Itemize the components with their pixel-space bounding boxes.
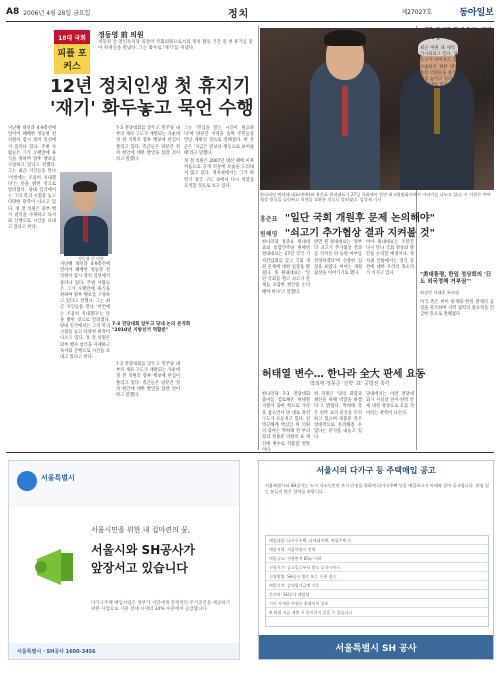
housing-ad-title: 서울시의 다가구 등 주택매입 공고 (259, 461, 493, 479)
housing-ad-footer: 서울특별시 SH 공사 (259, 635, 493, 659)
story1-col2b-text: 7·3 전당대회를 앞두고 민주당 내부의 계파 구도가 재편되는 가운데 정 전 의원의 향후 행보에 관심이 쏠리고 있다. 측근들은 당분간 정치 현안에 대한 발언을 삼갈 것이라고 말했다. (116, 362, 180, 399)
housing-ad-row: 기타 자세한 사항은 홈페이지 참조 (266, 599, 488, 608)
story1-byline: 정동영 前 의원 (98, 31, 144, 39)
sidebar-byline: 워싱턴 이태훈 특파원 (420, 290, 460, 295)
sidebar-text (420, 46, 494, 266)
story2-col3-text: 여야 원내대표는 조만간 다시 만나 국회 정상화 방안을 논의할 예정이다. 정치권 안팎에서는 장기 공전에 대한 우려의 목소리가 커지고 있다. (366, 240, 414, 277)
quote-1-speaker: 홍준표 (260, 216, 278, 223)
story1-headline-1: 12년 정치인생 첫 휴지기 (50, 76, 251, 97)
story3-subhead: 박희태·정몽준 '진박' 표' 공방전 촉각 (310, 381, 390, 387)
seoul-brand: 서울특별시 (41, 474, 75, 482)
story1-lead: 정동영 전 열린우리당 의장이 국회의원으로서의 정치 활동 기간 중 첫 휴가를 맞아 취재진을 만났다. 그는 화두로 '재기'를 꺼냈다. (98, 40, 253, 51)
story2-col2-text: 반면 원 원내대표는 '정부의 쇠고기 추가협상 결과를 지켜본 뒤 등원 여부를 결정하겠다'며 신중한 입장을 보였다. 여야는 개원 협상을 이어가기로 했다. (314, 240, 362, 277)
story1-col1b (60, 262, 110, 446)
story3-col3-text: 당내에서는 이번 전당대회가 사실상 친이·친박 간 세 대결 양상으로 흐를 것이라는 관측이 나온다. (366, 392, 414, 416)
story1-col4-text: 정 전 의원은 2007년 대선 패배 이후 처음으로 공개 석상에 모습을 드러내지 않고 있다. 정치권에서는 그가 하반기 정국 구도 속에서 다시 역할을 모색할 것으로 보고 있다. (184, 159, 254, 189)
sidebar-text-2 (420, 300, 494, 448)
section-title: 정치 (228, 9, 250, 20)
story1-headline-2: '재기' 화두놓고 묵언 수행 (50, 98, 254, 119)
series-badge (54, 30, 90, 72)
housing-ad-row: ※ 허위 서류 제출 시 불이익이 있을 수 있습니다 (266, 608, 488, 617)
housing-ad-body: 서울특별시와 SH공사는 도시 저소득층의 주거 안정을 위하여 다가구주택 등을 매입하고자 아래와 같이 공고합니다. 관심 있는 분들의 많은 참여를 바랍니다. (265, 483, 489, 494)
housing-ad-row: 신청방법: SH공사 방문 또는 우편 접수 (266, 572, 488, 581)
housing-ad-row: 신청기간: 공고일로부터 별도 공지시까지 (266, 563, 488, 572)
quote-2-speaker: 원혜영 (260, 231, 278, 238)
housing-ad-row: 매입규모: 전용면적 85㎡ 이하 (266, 554, 488, 563)
story1-col2 (116, 126, 180, 316)
story3-col2 (314, 392, 362, 448)
story2-col2 (314, 240, 362, 358)
housing-ad-row: 매입가격: 감정평가금액 기준 (266, 581, 488, 590)
story3-headline: 허태열 변수… 한나라 全大 판세 요동 (262, 369, 426, 380)
seoul-logo-icon (17, 471, 37, 491)
issue-date: 2006년 4월 28일 금요일 (23, 9, 91, 17)
portrait-photo (60, 172, 112, 254)
sidebar-headline-2: "美대통령, 한일 정상회의 '日도 외국정책 거부권'" (420, 272, 492, 285)
story2-col1 (262, 240, 310, 358)
housing-ad[interactable] (258, 460, 494, 660)
story3-col1-text: 한나라당 7·3 전당대회 출마를 검토해온 허태열 의원이 출마 쪽으로 가닥을 잡으면서 당 대표 경선 구도가 요동치고 있다. 친박근혜계 핵심인 허 의원의 출마는 박희태 전 부의장과 정몽준 의원의 표 계산에 변수로 작용할 전망이다. (262, 392, 310, 453)
ad-copy-1: 서울시민을 위한 내 집마련의 꿈, (91, 526, 191, 534)
story1-col3 (184, 126, 254, 446)
story2-col1-text: 한나라당 홍준표 원내대표와 통합민주당 원혜영 원내대표는 27일 각각 기자간담회를 갖고 국회 개원 문제에 대한 입장을 밝혔다. 홍 원내대표는 '일단 국회를 열고 쇠고기 문제를 포함한 현안을 논의해야 한다'고 말했다. (262, 240, 310, 295)
story1-pullout: 7·3 전당대회 앞두고 당내 논의 본격화 "2010년 지방선거 역할론" (112, 322, 191, 333)
quote-1 (260, 209, 435, 224)
sidebar-text-body: 최근 여권 내 세력 구도 재편 움직임이 가시화되고 있다. 당내 일각에서는 쇄신 요구가 이어지고 있으며 지도부는 이를 수습하기 위한 방안을 고심하고 있다. 초선 의원들을 중심으로 한 모임도 목소리를 높이고 있다. 한 재선 의원은 '민심을 제대로 읽지 못했다'고 말했다. (420, 46, 494, 89)
portrait-caption: 정동영 전 의원 (78, 256, 104, 261)
ad-footer: 서울특별시 · SH공사 1600-3456 (9, 643, 239, 659)
story1-col3-text: 그는 '민심을 읽는 시간이 필요하다'며 당분간 지역을 돌며 주민들을 만날 계획인 것으로 전해졌다. 한 측근은 '지금은 말보다 행동으로 보여줄 때'라고 말했다. (184, 126, 254, 156)
series-bottom: 피플 포커스 (54, 44, 90, 74)
page-header (6, 5, 494, 19)
story1-col2b (116, 362, 180, 446)
issue-number: 제27027호 (401, 9, 432, 16)
sidebar-text-2-body: 미국 측은 한미 관계와 한일 관계의 균형을 강조하며 지역 협력의 중요성을 언급한 것으로 전해졌다. (420, 300, 494, 318)
megaphone-icon (27, 537, 87, 597)
ad-note: 다가구주택 매입사업은 정부가 서민에게 안정적인 주거공간을 제공하기 위한 사업으로 시중 전세 시세의 30% 수준에서 공급합니다. (91, 601, 230, 612)
housing-ad-row: 문의처: SH공사 매입팀 (266, 590, 488, 599)
story2-col3 (366, 240, 414, 358)
quote-2 (260, 224, 435, 239)
story1-col1b-text: 지난해 대선과 4·9총선에 연이어 패배한 정동영 전 의원이 잠시 정치 일선에서 물러나 있다. 주변 사람들은 그가 오랜만에 휴식을 취하며 향후 행보를 구상하고 있다고 전했다. 그는 최근 지인들을 만나 '이번에는 조용히 지내겠다'는 뜻을 밝힌 것으로 알려졌다. 당내 일각에서는 그의 복귀 시점을 놓고 다양한 관측이 나오고 있다. 정 전 의원은 외부 행사 참석을 자제하고 독서와 산행으로 시간을 보내고 있다고 한다. (60, 262, 110, 361)
seoul-ad[interactable] (8, 460, 240, 660)
ad-copy-2: 서울시와 SH공사가 (91, 543, 196, 557)
story1-col2-text: 7·3 전당대회를 앞두고 민주당 내부의 계파 구도가 재편되는 가운데 정 전 의원의 향후 행보에 관심이 쏠리고 있다. 측근들은 당분간 정치 현안에 대한 발언을 삼갈 것이라고 말했다. (116, 126, 180, 163)
quote-2-text: "쇠고기 추가협상 결과 지켜볼 것" (284, 228, 435, 239)
quote-1-text: "일단 국회 개원후 문제 논의해야" (284, 213, 435, 224)
photo-caption: 한나라당 박희태 대표(왼쪽)와 홍준표 원내대표가 27일 국회에서 열린 최고위원회의에서 이야기를 나누고 있다. 두 사람은 여야 협상 방식을 둘러싸고 의견을 교환한 것으로 알려졌다. 김경제 기자 (260, 192, 491, 203)
housing-ad-row: 매입대상: 다가구주택, 다세대주택, 연립주택 등 (266, 536, 488, 545)
newspaper-brand: 동아일보 (459, 8, 494, 18)
story3-col1 (262, 392, 310, 453)
story1-col1 (8, 126, 56, 446)
story3-col2-text: 허 의원은 '당의 화합과 쇄신을 위해 역할을 하겠다'고 밝혔다. 박희태 측은 친박 표의 분산을 우려하고 있으며 정몽준 측은 상대적으로 유리해질 수 있다는 분석을 내놓고 있다. (314, 392, 362, 441)
story1-col1-text: 지난해 대선과 4·9총선에 연이어 패배한 정동영 전 의원이 잠시 정치 일선에서 물러나 있다. 주변 사람들은 그가 오랜만에 휴식을 취하며 향후 행보를 구상하고 있다고 전했다. 그는 최근 지인들을 만나 '이번에는 조용히 지내겠다'는 뜻을 밝힌 것으로 알려졌다. 당내 일각에서는 그의 복귀 시점을 놓고 다양한 관측이 나오고 있다. 정 전 의원은 외부 행사 참석을 자제하고 독서와 산행으로 시간을 보내고 있다고 한다. (8, 126, 56, 231)
header-rule (6, 21, 494, 22)
page-number: A8 (6, 7, 20, 17)
housing-ad-row: 매입지역: 서울특별시 전역 (266, 545, 488, 554)
ad-rule (6, 452, 494, 453)
housing-ad-table (265, 535, 489, 627)
story3-col3 (366, 392, 414, 448)
series-top: 18대 국회 (58, 35, 86, 42)
sidebar-headline: "제주 포기론 한때 우려" 분리된 20명 '세력 반납' (420, 28, 492, 41)
ad-copy-3: 앞장서고 있습니다 (91, 561, 188, 575)
